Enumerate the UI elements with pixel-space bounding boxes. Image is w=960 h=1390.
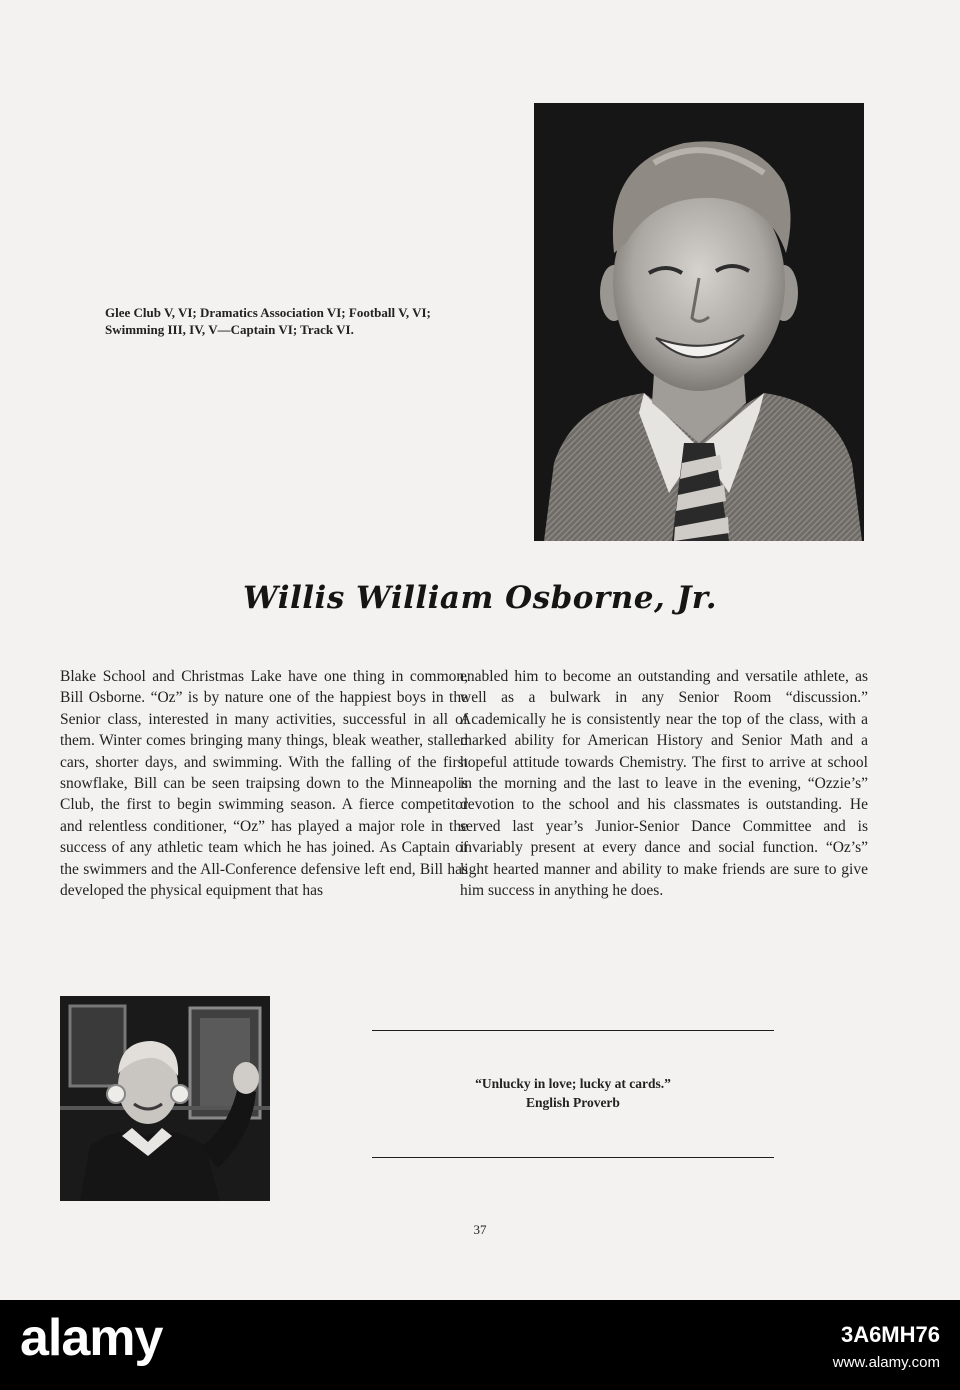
portrait-photo bbox=[534, 103, 864, 541]
biography-column-left: Blake School and Christmas Lake have one thing in common, Bill Osborne. “Oz” is by nature one of the happiest boys in the Senior class, interested in many activities, successful in all of them. Winter comes bringing many things, bleak weather, stalled cars, shorter days, and swimming. With the falling of the first snowflake, Bill can be seen traipsing down to the Minneapolis Club, the first to begin swimming season. A fierce competitor and relentless conditioner, “Oz” has played a major role in the success of any athletic team which he has joined. As Captain of the swimmers and the All-Conference defensive left end, Bill has developed the physical equipment that has bbox=[60, 668, 468, 900]
brand-logo: alamy bbox=[20, 1309, 163, 1367]
student-name-heading: Willis William Osborne, Jr. bbox=[242, 580, 718, 616]
site-url: www.alamy.com bbox=[832, 1354, 940, 1371]
quote-attribution: English Proverb bbox=[526, 1095, 620, 1110]
activities-line: Swimming III, IV, V—Captain VI; Track VI. bbox=[105, 322, 354, 337]
activities-line: Glee Club V, VI; Dramatics Association VI; Football V, VI; bbox=[105, 305, 431, 320]
quote-rule-bottom bbox=[372, 1157, 774, 1158]
candid-photo bbox=[60, 996, 270, 1201]
watermark-footer bbox=[0, 1300, 960, 1390]
quote-rule-top bbox=[372, 1030, 774, 1031]
quote-block bbox=[372, 1074, 774, 1112]
image-id: 3A6MH76 bbox=[840, 1322, 940, 1347]
portrait-image bbox=[534, 103, 864, 541]
quote-text: “Unlucky in love; lucky at cards.” bbox=[475, 1076, 671, 1091]
biography-column-right: enabled him to become an outstanding and versatile athlete, as well as a bulwark in any Senior Room “discussion.” Academically he is consistently near the top of the class, with a marked ability for American History and Senior Math and a hopeful attitude towards Chemistry. The first to arrive at school in the morning and the last to leave in the evening, “Ozzie’s” devotion to the school and his classmates is outstanding. He served last year’s Junior-Senior Dance Committee and is invariably present at every dance and social function. “Oz’s” light hearted manner and ability to make friends are sure to give him success in anything he does. bbox=[460, 668, 868, 900]
activities-list bbox=[105, 304, 515, 338]
candid-image bbox=[60, 996, 270, 1201]
page-number: 37 bbox=[473, 1222, 487, 1237]
